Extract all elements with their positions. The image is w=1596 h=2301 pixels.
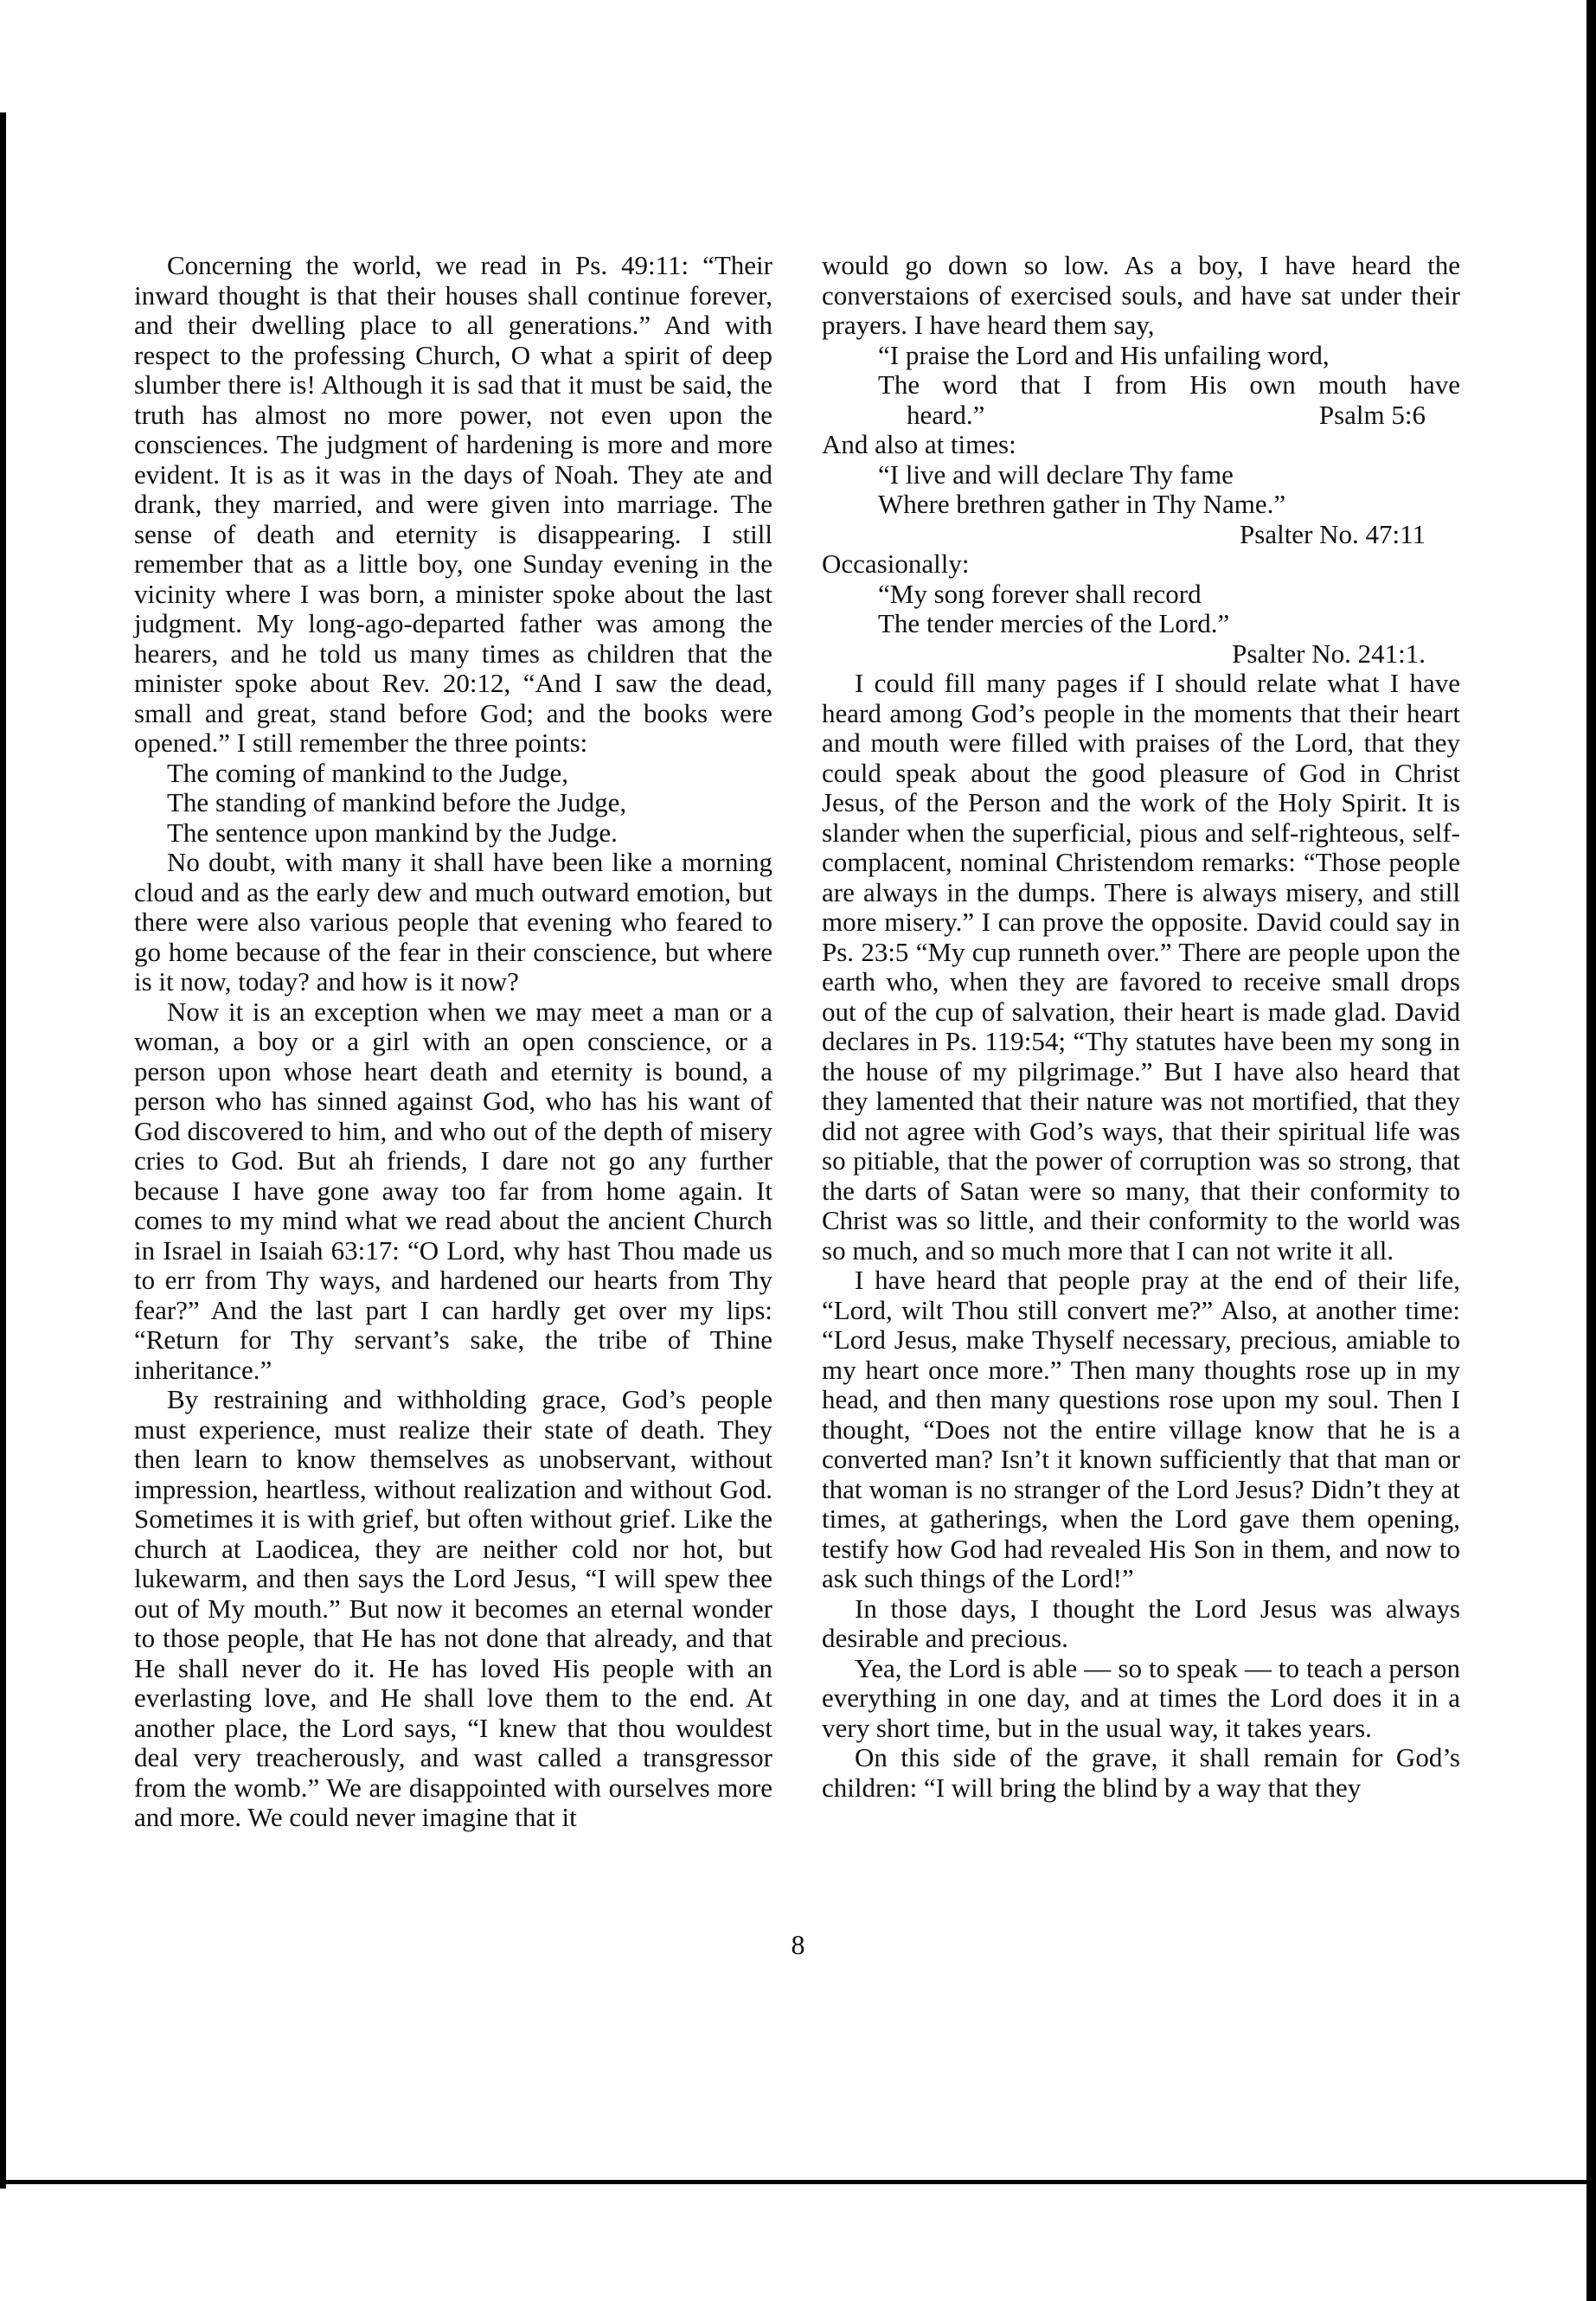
scan-edge-left xyxy=(0,112,6,2189)
paragraph: Concerning the world, we read in Ps. 49:11: “Their inward thought is that their houses shall continue forever, and their dwelling place to all generations.” And with respect to the professing Church, O what a spirit of deep slumber there is! Although it is sad that it must be said, the truth has almost no more power, not even upon the consciences. The judgment of hardening is more and more evident. It is as it was in the days of Noah. They ate and drank, they married, and were given into marriage. The sense of death and eternity is disappearing. I still remember that as a little boy, one Sunday evening in the vicinity where I was born, a minister spoke about the last judgment. My long-ago-departed father was among the hearers, and he told us many times as children that the minister spoke about Rev. 20:12, “And I saw the dead, small and great, stand before God; and the books were opened.” I still remember the three points: xyxy=(134,250,772,758)
point-line: The coming of mankind to the Judge, xyxy=(167,757,569,788)
quote-line: Where brethren gather in Thy Name.” xyxy=(878,489,1286,519)
paragraph: No doubt, with many it shall have been like a morning cloud and as the early dew and much outward emotion, but there were also various people that evening who feared to go home because of the fear in their conscience, but where is it now, today? and how is it now? xyxy=(134,847,772,997)
point-line: The standing of mankind before the Judge, xyxy=(167,787,627,817)
left-column xyxy=(134,251,772,1833)
quote-line: “I praise the Lord and His unfailing word, xyxy=(878,339,1330,370)
paragraph: And also at times: xyxy=(822,429,1016,459)
paragraph: By restraining and withholding grace, God’s people must experience, must realize their state of death. They then learn to know themselves as unobservant, without impression, heartless, without realization and without God. Sometimes it is with grief, but often without grief. Like the church at Laodicea, they are neither cold nor hot, but lukewarm, and then says the Lord Jesus, “I will spew thee out of My mouth.” But now it becomes an eternal wonder to those people, that He has not done that already, and that He shall never do it. He has loved His people with an everlasting love, and He shall love them to the end. At another place, the Lord says, “I knew that thou wouldest deal very treacherously, and wast called a transgressor from the womb.” We are disappointed with ourselves more and more. We could never imagine that it xyxy=(134,1384,772,1832)
quote-line: The tender mercies of the Lord.” xyxy=(878,608,1230,638)
quote-line: heard.” xyxy=(907,399,985,430)
paragraph: Now it is an exception when we may meet a man or a woman, a boy or a girl with an open conscience, or a person upon whose heart death and eternity is bound, a person who has sinned against God, who has his want of God discovered to him, and who out of the depth of misery cries to God. But ah friends, I dare not go any further because I have gone away too far from home again. It comes to my mind what we read about the ancient Church in Israel in Isaiah 63:17: “O Lord, why hast Thou made us to err from Thy ways, and hardened our hearts from Thy fear?” And the last part I can hardly get over my lips: “Return for Thy servant’s sake, the tribe of Thine inheritance.” xyxy=(134,996,772,1385)
paragraph: Occasionally: xyxy=(822,548,970,579)
paragraph: Yea, the Lord is able — so to speak — to teach a person everything in one day, and at times the Lord does it in a very short time, but in the usual way, it takes years. xyxy=(822,1652,1460,1743)
right-column xyxy=(822,251,1460,1803)
quote-reference: Psalter No. 47:11 xyxy=(1240,518,1426,549)
paragraph: would go down so low. As a boy, I have heard the converstaions of exercised souls, and have sat under their prayers. I have heard them say, xyxy=(822,250,1460,340)
quote-line: The word that I from His own mouth have xyxy=(878,369,1460,400)
scan-edge-bottom xyxy=(0,2180,1596,2184)
page-number: 8 xyxy=(791,1929,805,1960)
quote-reference: Psalter No. 241:1. xyxy=(1232,638,1426,669)
paragraph: In those days, I thought the Lord Jesus was always desirable and precious. xyxy=(822,1593,1460,1653)
paragraph: I could fill many pages if I should relate what I have heard among God’s people in the moments that their heart and mouth were filled with praises of the Lord, that they could speak about the good pleasure of God in Christ Jesus, of the Person and the work of the Holy Spirit. It is slander when the superficial, pious and self-righteous, self-complacent, nominal Christendom remarks: “Those people are always in the dumps. There is always misery, and still more misery.” I can prove the opposite. David could say in Ps. 23:5 “My cup runneth over.” There are people upon the earth who, when they are favored to receive small drops out of the cup of salvation, their heart is made glad. David declares in Ps. 119:54; “Thy statutes have been my song in the house of my pilgrimage.” But I have also heard that they lamented that their nature was not mortified, that they did not agree with God’s ways, that their spiritual life was so pitiable, that the power of corruption was so strong, that the darts of Satan were so many, that their conformity to Christ was so little, and their conformity to the world was so much, and so much more that I can not write it all. xyxy=(822,668,1460,1266)
quote-line: “I live and will declare Thy fame xyxy=(878,458,1234,490)
paragraph: On this side of the grave, it shall remain for God’s children: “I will bring the blind by a way that they xyxy=(822,1742,1460,1803)
point-line: The sentence upon mankind by the Judge. xyxy=(167,817,618,848)
quote-line: “My song forever shall record xyxy=(878,578,1202,609)
paragraph: I have heard that people pray at the end of their life, “Lord, wilt Thou still convert me?” Also, at another time: “Lord Jesus, make Thyself necessary, precious, amiable to my heart once more.” Then many thoughts rose up in my head, and then many questions rose upon my soul. Then I thought, “Does not the entire village know that he is a converted man? Isn’t it known sufficiently that that man or that woman is no stranger of the Lord Jesus? Didn’t they at times, at gatherings, when the Lord gave them opening, testify how God had revealed His Son in them, and now to ask such things of the Lord!” xyxy=(822,1265,1460,1593)
quote-reference-line xyxy=(822,401,1460,431)
quote-reference: Psalm 5:6 xyxy=(1318,399,1426,430)
